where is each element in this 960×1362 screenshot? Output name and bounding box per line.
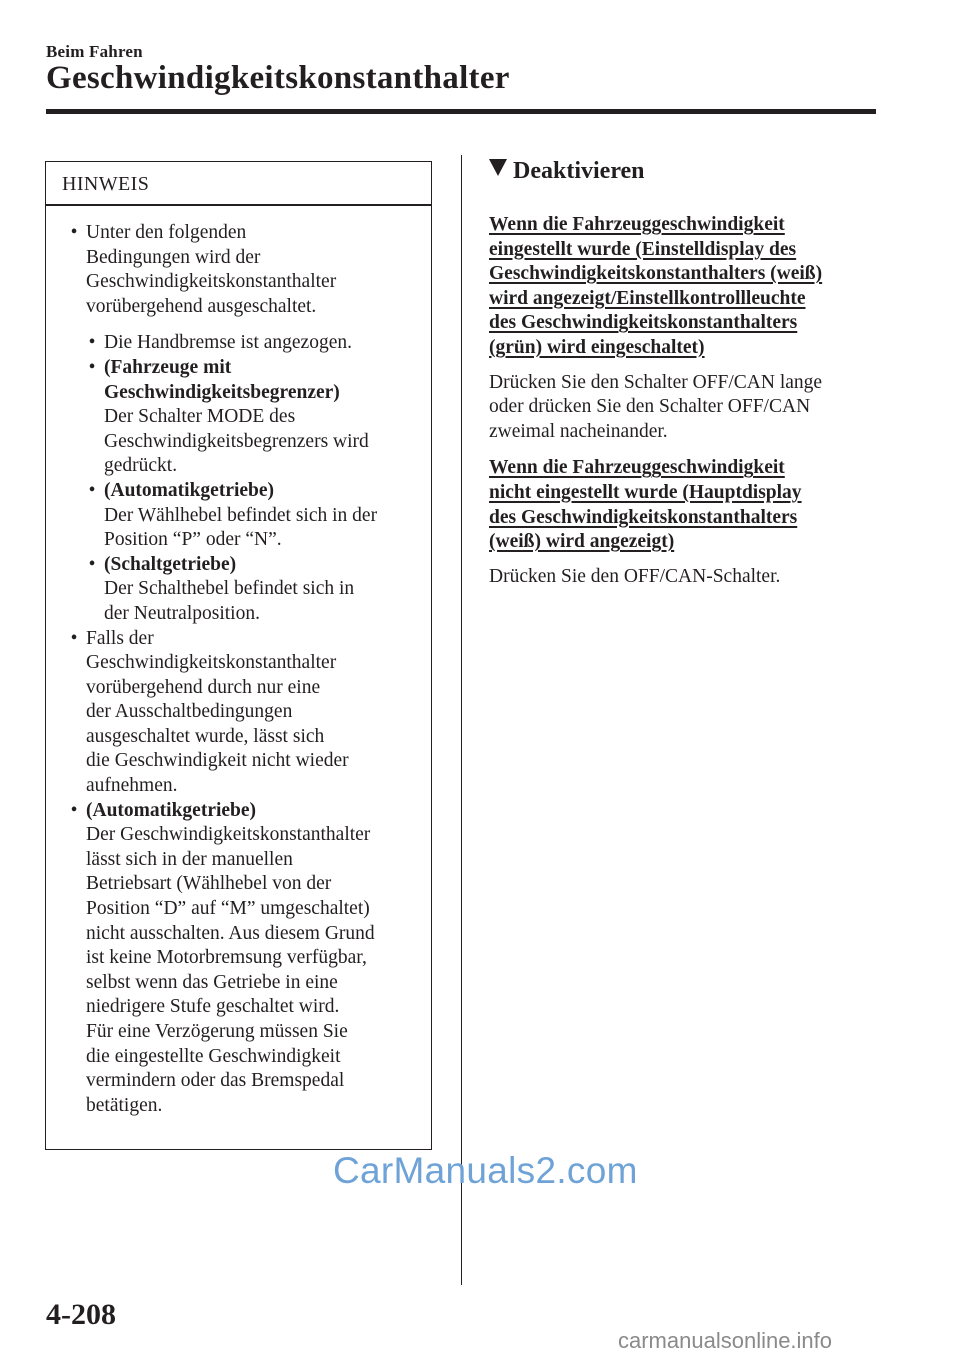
note-box	[45, 161, 432, 1150]
note-line: Für eine Verzögerung müssen Sie	[86, 1021, 348, 1042]
note-line: Der Schalthebel befindet sich in	[104, 578, 355, 600]
bullet-icon: •	[88, 356, 96, 378]
note-line: niedrigere Stufe geschaltet wird.	[86, 996, 340, 1018]
note-line: die eingestellte Geschwindigkeit	[86, 1045, 341, 1067]
note-line: die Geschwindigkeit nicht wieder	[86, 750, 349, 772]
note-body	[46, 221, 431, 1118]
title-rule	[46, 109, 876, 114]
bullet-icon: •	[70, 222, 78, 243]
note-line: Der Geschwindigkeitskonstanthalter	[86, 824, 371, 846]
deactivate-heading	[489, 158, 645, 185]
note-line: der Neutralposition.	[104, 602, 260, 624]
note-line: (Fahrzeuge mit	[104, 356, 232, 378]
note-line: nicht ausschalten. Aus diesem Grund	[86, 922, 375, 944]
note-line: Geschwindigkeitsbegrenzers wird	[104, 430, 369, 452]
bullet-icon: •	[70, 799, 78, 821]
triangle-marker-icon	[489, 159, 507, 176]
condition-no-set-speed	[489, 456, 889, 554]
note-divider	[46, 204, 431, 206]
note-line: Bedingungen wird der	[86, 246, 261, 268]
deactivate-heading-text: Deaktivieren	[513, 158, 645, 184]
condition-line: Wenn die Fahrzeuggeschwindigkeit	[489, 457, 785, 479]
note-line: vermindern oder das Bremspedal	[86, 1070, 345, 1092]
note-line: lässt sich in der manuellen	[86, 848, 293, 870]
note-sub-bullet-item	[46, 356, 431, 479]
note-line: (Schaltgetriebe)	[104, 553, 237, 575]
column-divider	[461, 155, 462, 1285]
note-line: Der Schalter MODE des	[104, 406, 296, 428]
note-line: Geschwindigkeitskonstanthalter	[86, 271, 337, 293]
note-line: vorübergehend durch nur eine	[86, 676, 321, 698]
note-line: Position “D” auf “M” umgeschaltet)	[86, 898, 370, 920]
bullet-icon: •	[88, 553, 96, 575]
note-bullet-item	[46, 799, 431, 1119]
condition-line: Geschwindigkeitskonstanthalters (weiß)	[489, 263, 823, 285]
note-line: (Automatikgetriebe)	[86, 799, 257, 821]
note-line: der Ausschaltbedingungen	[86, 701, 293, 723]
condition-set-speed	[489, 213, 889, 361]
note-bullet-item	[46, 221, 431, 319]
note-line: ist keine Motorbremsung verfügbar,	[86, 947, 367, 969]
condition-line: eingestellt wurde (Einstelldisplay des	[489, 238, 797, 260]
note-sub-bullet-item	[46, 331, 431, 356]
instruction-no-set-speed	[489, 565, 889, 590]
note-line: Betriebsart (Wählhebel von der	[86, 873, 332, 895]
note-line: vorübergehend ausgeschaltet.	[86, 295, 317, 317]
note-line: Geschwindigkeitskonstanthalter	[86, 652, 337, 674]
condition-line: des Geschwindigkeitskonstanthalters	[489, 506, 798, 528]
section-label: Beim Fahren	[46, 42, 143, 61]
condition-line: wird angezeigt/Einstellkontrollleuchte	[489, 287, 806, 309]
instruction-line: Drücken Sie den OFF/CAN-Schalter.	[489, 565, 781, 587]
note-heading: HINWEIS	[62, 173, 150, 195]
note-sub-bullet-item	[46, 479, 431, 553]
footer-watermark: carmanualsonline.info	[618, 1328, 833, 1353]
bullet-icon: •	[70, 627, 78, 649]
bullet-icon: •	[88, 479, 96, 501]
note-line: betätigen.	[86, 1094, 163, 1116]
instruction-line: zweimal nacheinander.	[489, 420, 668, 442]
note-line: gedrückt.	[104, 455, 178, 477]
note-line: Die Handbremse ist angezogen.	[104, 332, 352, 354]
note-line: aufnehmen.	[86, 775, 178, 797]
condition-line: Wenn die Fahrzeuggeschwindigkeit	[489, 214, 785, 235]
instruction-line: oder drücken Sie den Schalter OFF/CAN	[489, 396, 811, 418]
condition-line: des Geschwindigkeitskonstanthalters	[489, 312, 798, 334]
instruction-line: Drücken Sie den Schalter OFF/CAN lange	[489, 371, 823, 393]
note-line: ausgeschaltet wurde, lässt sich	[86, 725, 325, 747]
note-line: Position “P” oder “N”.	[104, 529, 282, 551]
note-spacer	[46, 319, 431, 331]
note-line: Geschwindigkeitsbegrenzer)	[104, 381, 340, 403]
page-title: Geschwindigkeitskonstanthalter	[46, 60, 510, 96]
note-line: Unter den folgenden	[86, 222, 247, 243]
note-sub-bullet-item	[46, 553, 431, 627]
bullet-icon: •	[88, 332, 96, 354]
instruction-set-speed	[489, 371, 889, 445]
condition-line: (grün) wird eingeschaltet)	[489, 336, 705, 358]
deactivate-section	[489, 213, 889, 601]
note-line: selbst wenn das Getriebe in eine	[86, 971, 338, 993]
note-line: Der Wählhebel befindet sich in der	[104, 504, 378, 526]
page-number: 4-208	[46, 1298, 116, 1331]
note-line: (Automatikgetriebe)	[104, 479, 275, 501]
condition-line: (weiß) wird angezeigt)	[489, 531, 675, 553]
watermark-logo: CarManuals2.com	[333, 1150, 638, 1191]
note-bullet-item	[46, 627, 431, 799]
condition-line: nicht eingestellt wurde (Hauptdisplay	[489, 481, 802, 503]
note-line: Falls der	[86, 627, 154, 649]
